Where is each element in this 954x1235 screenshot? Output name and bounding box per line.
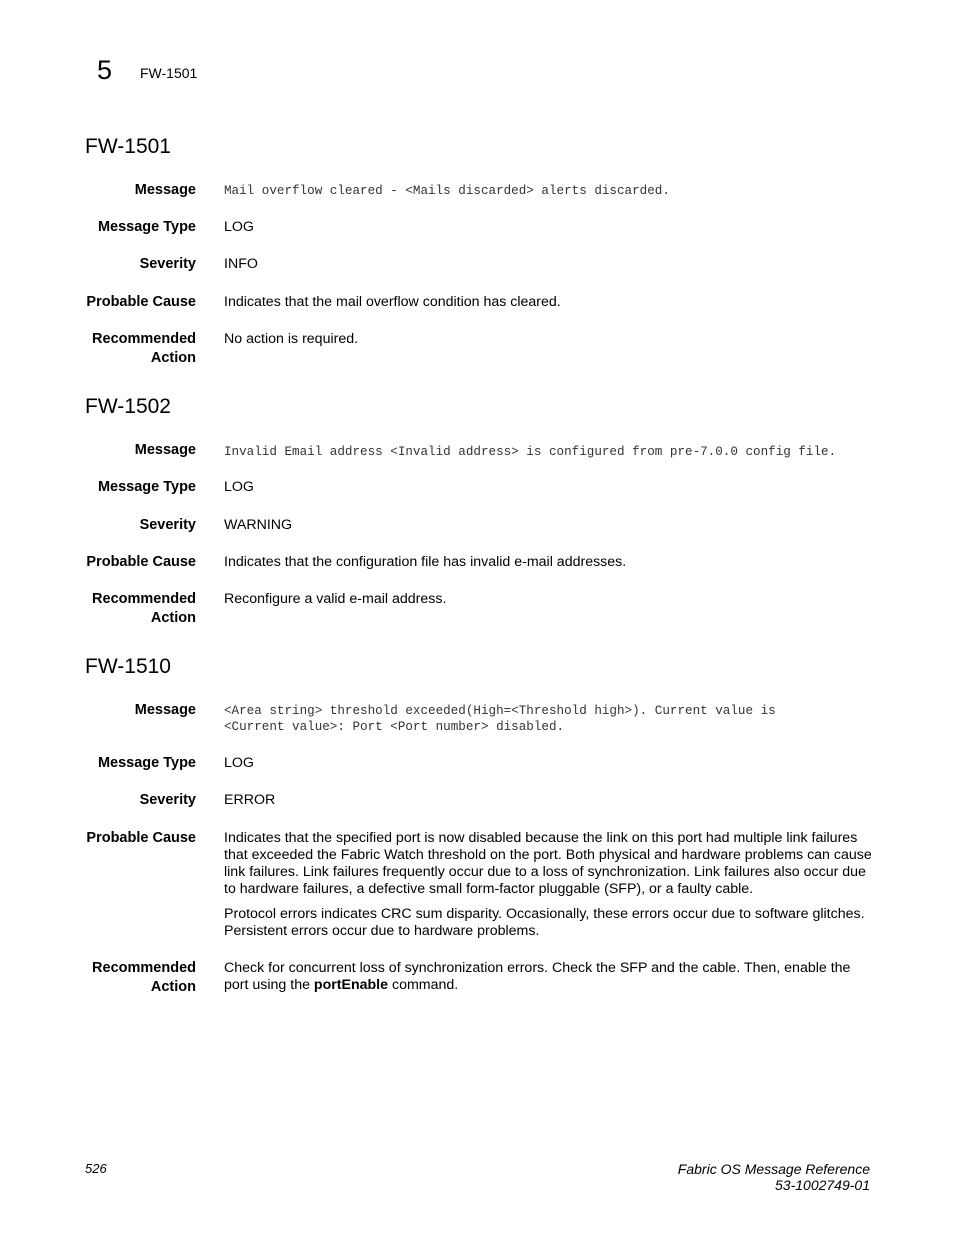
recommended-action-label: Recommended Action — [92, 960, 196, 995]
recommended-action-label: Recommended Action — [92, 591, 196, 626]
message-label: Message — [134, 442, 196, 458]
message-type-label: Message Type — [97, 479, 196, 495]
severity-label: Severity — [139, 792, 196, 808]
doc-number: 53-1002749-01 — [775, 1177, 870, 1193]
severity-value: WARNING — [224, 517, 293, 533]
probable-cause-text: Indicates that the configuration file has invalid e-mail addresses. — [224, 554, 627, 570]
message-label: Message — [134, 182, 196, 198]
command-name: portEnable — [313, 977, 389, 993]
severity-label: Severity — [139, 517, 196, 533]
probable-cause-paragraph: Protocol errors indicates CRC sum disparity. Occasionally, these errors occur due to software glitches. Persistent errors occur due to hardware problems. — [224, 906, 865, 939]
probable-cause-text: Indicates that the mail overflow condition has cleared. — [224, 294, 561, 310]
message-text: Invalid Email address <Invalid address> is configured from pre-7.0.0 config file. — [224, 445, 837, 459]
probable-cause-label: Probable Cause — [86, 554, 196, 570]
recommended-action-label: Recommended Action — [92, 331, 196, 366]
severity-value: INFO — [224, 256, 258, 272]
message-label: Message — [134, 702, 196, 718]
doc-title: Fabric OS Message Reference — [677, 1161, 870, 1177]
entry-title: FW-1502 — [85, 395, 171, 418]
probable-cause-text — [224, 830, 874, 940]
footer-doc-info — [678, 1161, 870, 1193]
probable-cause-label: Probable Cause — [86, 830, 196, 846]
message-text: <Area string> threshold exceeded(High=<Threshold high>). Current value is <Current value>: Port <Port number> disabled. — [224, 704, 776, 734]
probable-cause-label: Probable Cause — [86, 294, 196, 310]
severity-label: Severity — [139, 256, 196, 272]
message-type-label: Message Type — [97, 755, 196, 771]
probable-cause-paragraph: Indicates that the specified port is now disabled because the link on this port had multiple link failures that exceeded the Fabric Watch threshold on the port. Both physical and hardware problems can cause link failures. Link failures frequently occur due to a loss of synchronization. Link failures also occur due to hardware failures, a defective small form-factor pluggable (SFP), or a faulty cable. — [224, 830, 872, 897]
page-number: 526 — [85, 1161, 107, 1176]
message-type-value: LOG — [224, 219, 254, 235]
entry-title: FW-1510 — [85, 655, 171, 678]
entry-title: FW-1501 — [85, 135, 171, 158]
message-type-value: LOG — [224, 755, 254, 771]
recommended-action-text: No action is required. — [224, 331, 359, 347]
severity-value: ERROR — [224, 792, 276, 808]
message-type-label: Message Type — [97, 219, 196, 235]
recommended-action-text: Reconfigure a valid e-mail address. — [224, 591, 447, 607]
running-title: FW-1501 — [140, 65, 198, 81]
message-text: Mail overflow cleared - <Mails discarded> alerts discarded. — [224, 184, 670, 198]
message-type-value: LOG — [224, 479, 254, 495]
recommended-action-text: Check for concurrent loss of synchronization errors. Check the SFP and the cable. Then, enable the port using the portEnable command. — [224, 960, 851, 993]
chapter-number: 5 — [97, 55, 113, 85]
